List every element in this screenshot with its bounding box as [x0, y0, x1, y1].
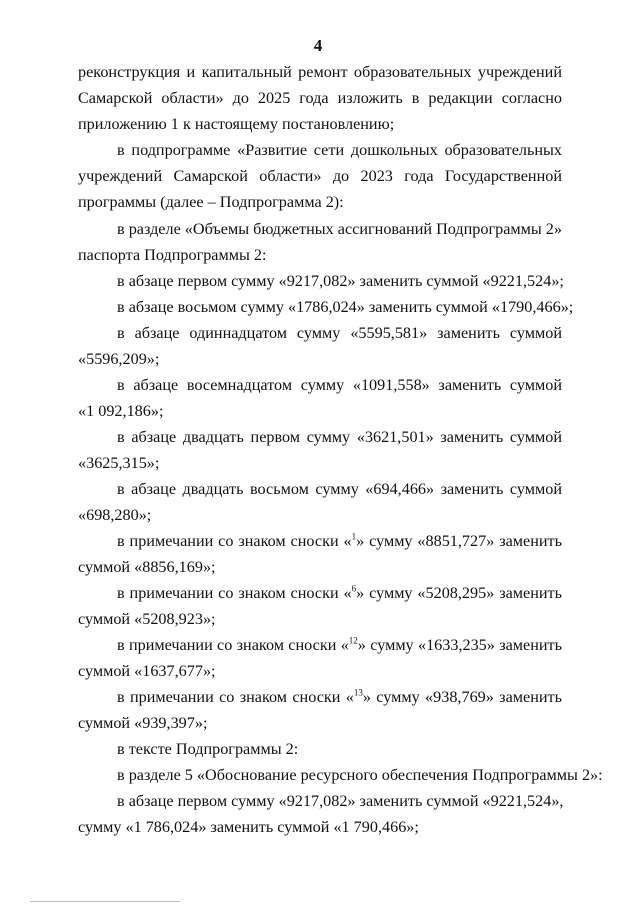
footnote-marker: 13 [353, 687, 363, 698]
page-number: 4 [313, 36, 323, 55]
text-line: паспорта Подпрограммы 2: [78, 246, 267, 264]
text-line: в абзаце первом сумму «9217,082» заменить суммой «9221,524», [117, 792, 564, 810]
line-text-after: » сумму «8851,727» заменить [356, 532, 562, 550]
footnote-marker: 12 [348, 635, 358, 646]
footnote-marker: 1 [351, 531, 357, 542]
text-line: в подпрограмме «Развитие сети дошкольных образовательных [117, 141, 562, 159]
text-line: «1 092,186»; [78, 402, 164, 420]
line-text-after: » сумму «5208,295» заменить [356, 584, 562, 602]
text-line: в абзаце одиннадцатом сумму «5595,581» заменить суммой [117, 324, 562, 342]
footnote-marker: 6 [351, 583, 357, 594]
footnote-reference-line [117, 635, 562, 655]
text-line: «698,280»; [78, 506, 152, 524]
text-line: в абзаце восьмом сумму «1786,024» заменить суммой «1790,466»; [117, 298, 574, 316]
text-line: реконструкция и капитальный ремонт образовательных учреждений [78, 63, 562, 81]
text-line: суммой «1637,677»; [78, 662, 216, 680]
text-line: в абзаце восемнадцатом сумму «1091,558» заменить суммой [117, 376, 562, 394]
text-line: «3625,315»; [78, 454, 160, 472]
line-text-before: в примечании со знаком сноски « [117, 636, 349, 654]
text-line: учреждений Самарской области» до 2023 года Государственной [78, 167, 562, 185]
line-text-before: в примечании со знаком сноски « [117, 532, 352, 550]
footnote-reference-line [117, 531, 562, 551]
line-text-before: в примечании со знаком сноски « [117, 584, 352, 602]
text-line: «5596,209»; [78, 350, 160, 368]
footer-divider [30, 901, 180, 902]
text-line: сумму «1 786,024» заменить суммой «1 790,466»; [78, 818, 419, 836]
text-line: Самарской области» до 2025 года изложить в редакции согласно [78, 89, 562, 107]
line-text-after: » сумму «1633,235» заменить [357, 636, 562, 654]
text-line: программы (далее – Подпрограмма 2): [78, 193, 344, 211]
footnote-reference-line [117, 687, 562, 707]
text-line: в разделе «Объемы бюджетных ассигнований Подпрограммы 2» [117, 220, 562, 238]
text-line: суммой «5208,923»; [78, 610, 216, 628]
text-line: в абзаце двадцать первом сумму «3621,501» заменить суммой [117, 428, 562, 446]
text-line: приложению 1 к настоящему постановлению; [78, 115, 395, 133]
text-line: суммой «939,397»; [78, 714, 208, 732]
text-line: в разделе 5 «Обоснование ресурсного обеспечения Подпрограммы 2»: [117, 766, 603, 784]
footnote-reference-line [117, 583, 562, 603]
line-text-before: в примечании со знаком сноски « [117, 688, 354, 706]
text-line: в абзаце двадцать восьмом сумму «694,466» заменить суммой [117, 480, 562, 498]
line-text-after: » сумму «938,769» заменить [362, 688, 562, 706]
text-line: суммой «8856,169»; [78, 558, 216, 576]
text-line: в абзаце первом сумму «9217,082» заменить суммой «9221,524»; [117, 272, 564, 290]
text-line: в тексте Подпрограммы 2: [117, 740, 299, 758]
